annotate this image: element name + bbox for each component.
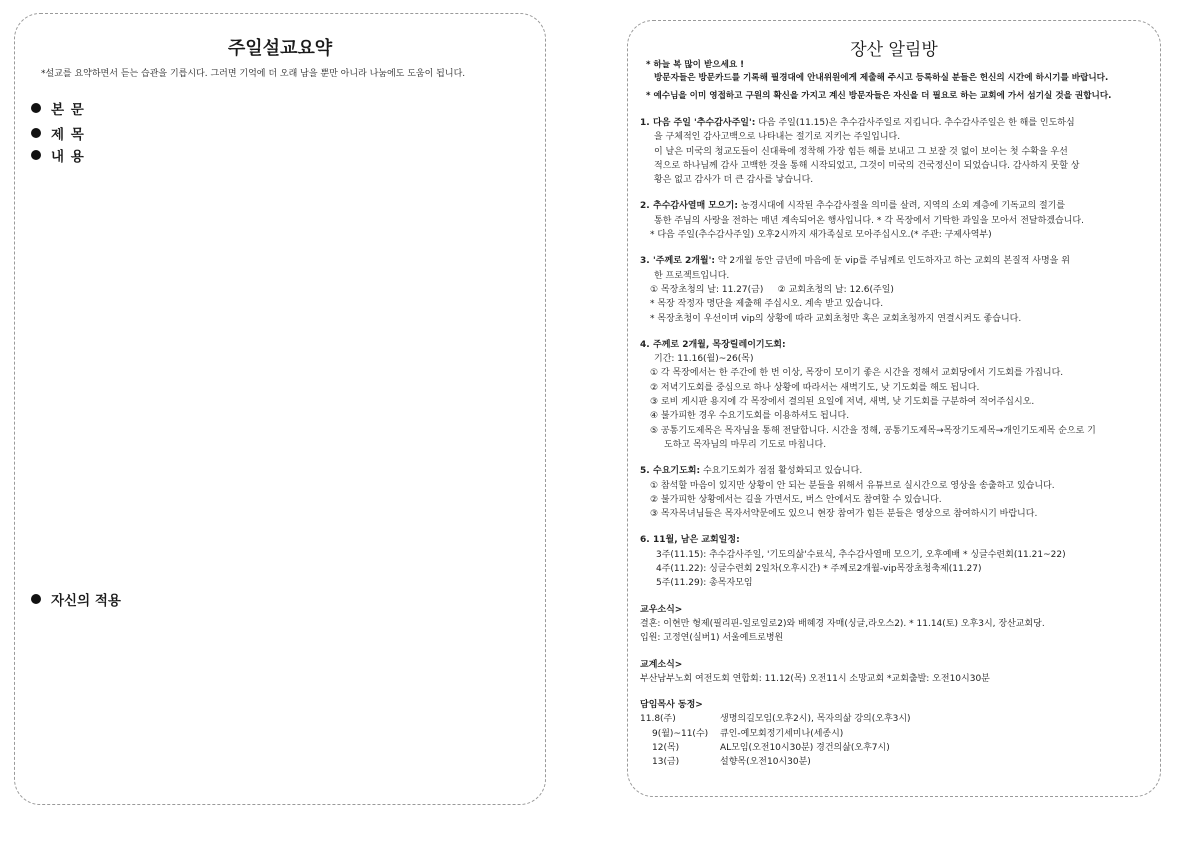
bullet-dot-icon <box>31 103 41 113</box>
announcement-item: 6. 11월, 남은 교회일정: 3주(11.15): 추수감사주일, '기도의삶'수료식, 추수감사열매 모으기, 오후예배 * 싱글수련회(11.21~22) 4주(11.22): 싱글수련회 2일차(오후시간) * 주께로2개월-vip목장초청축제(11.27) 5주(11.29): 총목자모임 <box>640 535 1066 589</box>
notice-line: 방문자들은 방문카드를 기록해 필경대에 안내위원에게 제출해 주시고 등록하실 분들은 헌신의 시간에 하시기를 바랍니다. <box>654 72 1109 83</box>
member-news-title: 교우소식> <box>640 604 683 615</box>
schedule-row: 9(월)~11(수) 큐인-예모회정기세미나(세종시) <box>652 728 844 739</box>
notice-line: * 하늘 복 많이 받으세요 ! <box>646 60 745 70</box>
bullet-application: 자신의 적용 <box>31 589 121 609</box>
sermon-summary-intro: *설교를 요약하면서 듣는 습관을 기릅시다. 그러면 기억에 더 오래 남을 뿐만 아니라 나눔에도 도움이 됩니다. <box>41 69 466 79</box>
announcements-title: 장산 알림방 <box>850 40 938 60</box>
member-news: 교우소식> 결혼: 이현만 형제(필리핀-일로일로2)와 배혜경 자매(싱글,라오스2). * 11.14(토) 오후3시, 장산교회당. 입원: 고정연(실버1) 서울예트로병원 <box>640 603 1150 646</box>
announcement-list <box>640 116 1150 782</box>
schedule-row: 13(금) 설향목(오전10시30분) <box>652 757 811 768</box>
church-world-news-title: 교계소식> <box>640 659 683 670</box>
pastor-schedule <box>640 698 1150 769</box>
bullet-scripture: 본 문 <box>31 98 85 118</box>
church-world-news: 교계소식> 부산남부노회 여전도회 연합회: 11.12(목) 오전11시 소망교회 *교회출발: 오전10시30분 <box>640 658 1150 687</box>
pastor-schedule-title: 담임목사 동정> <box>640 700 703 711</box>
bullet-dot-icon <box>31 594 41 604</box>
announcement-item: 1. 다음 주일 '추수감사주일': 다음 주일(11.15)은 추수감사주일로 지킵니다. 추수감사주일은 한 해를 인도하심 을 구체적인 감사고백으로 나타내는 절기로 지키는 주일입니다. 이 날은 미국의 청교도들이 신대륙에 정착해 가장 힘든 해를 보내고 그 보잘 것 없이 보이는 첫 수확을 우선 적으로 하나님께 감사 고백한 것을 통해 시작되었고, 그것이 미국의 건국정신이 되었습니다. 감사하지 못할 상 황은 없고 감사가 더 큰 감사를 낳습니다. <box>640 118 1080 186</box>
sermon-summary-title: 주일설교요약 <box>227 38 333 59</box>
bullet-content: 내 용 <box>31 145 85 165</box>
announcements-panel <box>627 20 1161 797</box>
notice-box <box>646 59 1146 103</box>
announcement-item: 4. 주께로 2개월, 목장릴레이기도회: 기간: 11.16(월)~26(목) ① 각 목장에서는 한 주간에 한 번 이상, 목장이 모이기 좋은 시간을 정해서 교회당에서 기도회를 가집니다. ② 저녁기도회를 중심으로 하나 상황에 따라서는 새벽기도, 낮 기도회를 해도 됩니다. ③ 로비 게시판 용지에 각 목장에서 결의된 요일에 저녁, 새벽, 낮 기도회를 구분하여 적어주십시오. ④ 불가피한 경우 수요기도회를 이용하셔도 됩니다. ⑤ 공통기도제목은 목자님을 통해 전달합니다. 시간을 정해, 공통기도제목→목장기도제목→개인기도제목 순으로 기 도하고 목자님의 마무리 기도로 마칩니다. <box>640 339 1096 450</box>
announcement-item: 5. 수요기도회: 수요기도회가 점점 활성화되고 있습니다. ① 참석할 마음이 있지만 상황이 안 되는 분들을 위해서 유튜브로 실시간으로 영상을 송출하고 있습니다. ② 불가피한 상황에서는 길을 가면서도, 버스 안에서도 참여할 수 있습니다. ③ 목자목녀님들은 목자서약문에도 있으니 현장 참여가 힘든 분들은 영상으로 참여하시기 바랍니다. <box>640 466 1055 520</box>
bullet-dot-icon <box>31 128 41 138</box>
announcement-item: 3. '주께로 2개월': 약 2개월 동안 금년에 마음에 둔 vip를 주님께로 인도하자고 하는 교회의 본질적 사명을 위 한 프로젝트입니다. ① 목장초청의 날: 11.27(금) ② 교회초청의 날: 12.6(주일) * 목장 작정자 명단을 제출해 주십시오. 계속 받고 있습니다. * 목장초청이 우선이며 vip의 상황에 따라 교회초청만 혹은 교회초청까지 연결시켜도 좋습니다. <box>640 256 1070 324</box>
sermon-summary-panel <box>14 13 546 805</box>
bullet-title: 제 목 <box>31 123 85 143</box>
schedule-row: 11.8(주) 생명의길모임(오후2시), 목자의삶 강의(오후3시) <box>640 714 911 725</box>
announcement-item: 2. 추수감사열매 모으기: 농경시대에 시작된 추수감사절을 의미를 살려, 지역의 소외 계층에 기독교의 절기를 통한 주님의 사랑을 전하는 매년 계속되어온 행사입니다. * 각 목장에서 기탁한 과일을 모아서 전달하겠습니다. * 다음 주일(추수감사주일) 오후2시까지 새가족실로 모아주십시오.(* 주관: 구제사역부) <box>640 201 1084 241</box>
schedule-row: 12(목) AL모임(오전10시30분) 경건의삶(오후7시) <box>652 742 890 753</box>
bullet-dot-icon <box>31 150 41 160</box>
notice-line: * 예수님을 이미 영접하고 구원의 확신을 가지고 계신 방문자들은 자신을 더 필요로 하는 교회에 가서 섬기실 것을 권합니다. <box>646 91 1112 101</box>
